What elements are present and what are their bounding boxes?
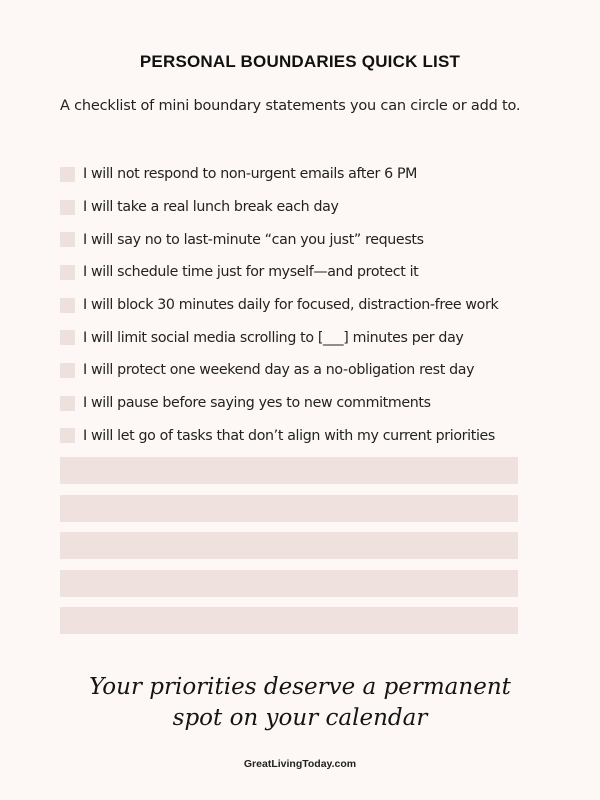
checklist-item-label: I will block 30 minutes daily for focused, distraction-free work <box>83 297 499 314</box>
checklist-item <box>60 321 540 354</box>
checklist-item-label: I will say no to last-minute “can you just” requests <box>83 231 424 248</box>
closing-quote <box>0 672 600 734</box>
checklist-item <box>60 387 540 420</box>
checklist-item <box>60 420 540 453</box>
checklist-item <box>60 256 540 289</box>
checkbox[interactable] <box>60 232 75 247</box>
site-credit: GreatLivingToday.com <box>243 758 357 770</box>
checklist-item-label: I will schedule time just for myself—and protect it <box>83 264 419 281</box>
checklist-item <box>60 223 540 256</box>
checkbox[interactable] <box>60 330 75 345</box>
checkbox[interactable] <box>60 363 75 378</box>
checkbox[interactable] <box>60 265 75 280</box>
checklist-item <box>60 354 540 387</box>
write-in-line[interactable] <box>60 607 518 634</box>
checklist-item <box>60 158 540 191</box>
quote-line: spot on your calendar <box>172 705 428 731</box>
checkbox[interactable] <box>60 396 75 411</box>
write-in-line[interactable] <box>60 532 518 559</box>
write-in-line[interactable] <box>60 570 518 597</box>
checkbox[interactable] <box>60 298 75 313</box>
checklist-item-label: I will not respond to non-urgent emails after 6 PM <box>83 166 418 183</box>
checkbox[interactable] <box>60 200 75 215</box>
checkbox[interactable] <box>60 167 75 182</box>
checklist-item-label: I will limit social media scrolling to [___] minutes per day <box>83 329 464 346</box>
checklist-item-label: I will protect one weekend day as a no-obligation rest day <box>83 362 475 379</box>
write-in-line[interactable] <box>60 495 518 522</box>
page-subtitle: A checklist of mini boundary statements you can circle or add to. <box>60 98 521 114</box>
boundary-checklist <box>60 158 540 452</box>
checklist-item <box>60 289 540 322</box>
checkbox[interactable] <box>60 428 75 443</box>
checklist-item-label: I will take a real lunch break each day <box>83 199 339 216</box>
checklist-item <box>60 191 540 224</box>
write-in-line[interactable] <box>60 457 518 484</box>
checklist-item-label: I will let go of tasks that don’t align with my current priorities <box>83 427 495 444</box>
checklist-item-label: I will pause before saying yes to new commitments <box>83 395 431 412</box>
quote-line: Your priorities deserve a permanent <box>89 674 511 700</box>
page-title: PERSONAL BOUNDARIES QUICK LIST <box>139 52 461 71</box>
custom-boundary-lines <box>60 457 518 645</box>
